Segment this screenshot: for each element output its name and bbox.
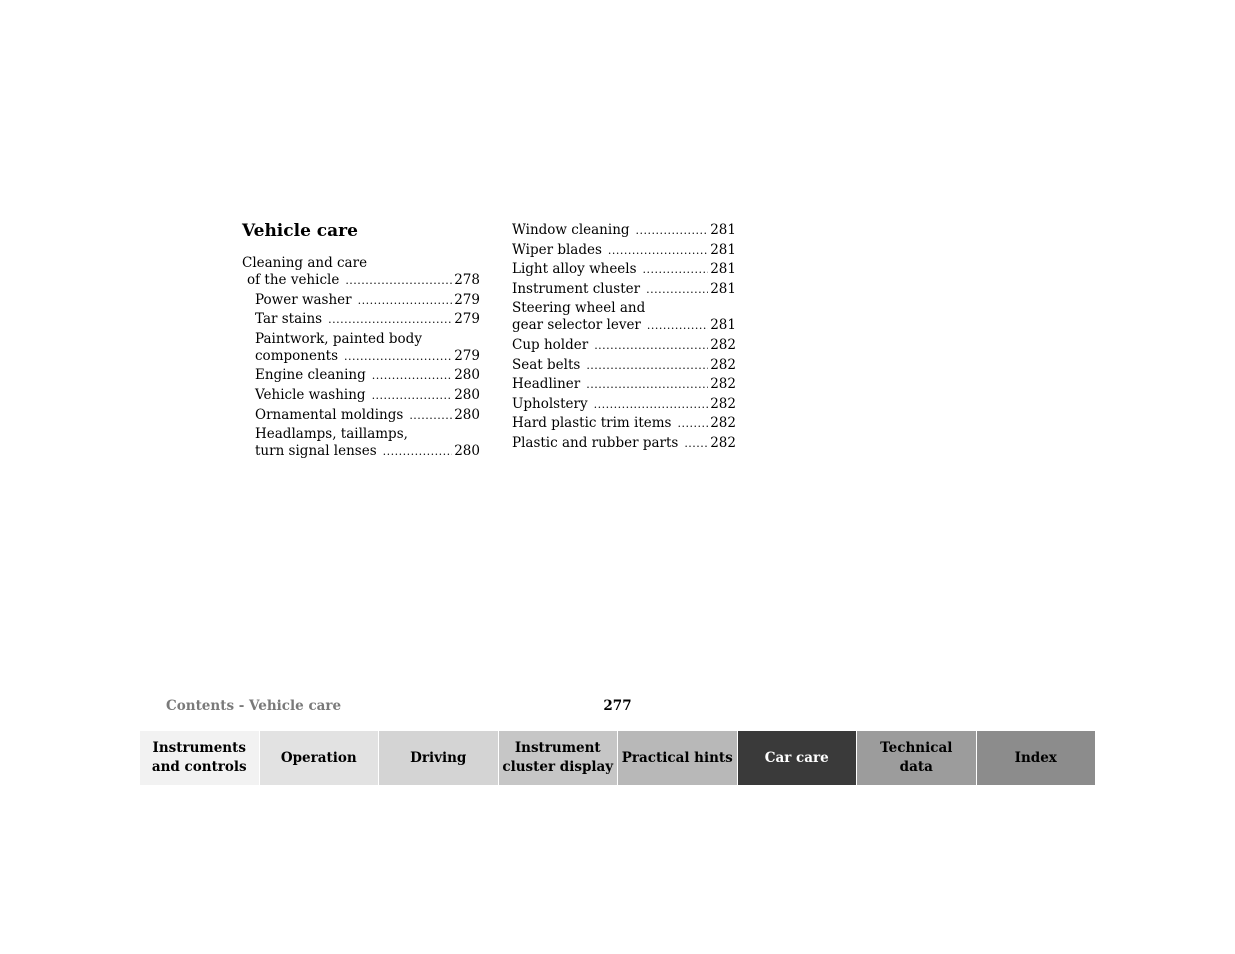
dot-leader xyxy=(608,242,708,259)
toc-entry-window-cleaning[interactable] xyxy=(512,222,736,239)
dot-leader xyxy=(344,348,452,365)
toc-entry-label: Wiper blades xyxy=(512,241,602,258)
toc-entry-plastic-and-rubber-parts[interactable] xyxy=(512,435,736,452)
toc-page-number: 279 xyxy=(454,291,480,308)
toc-right-column xyxy=(512,222,736,455)
footer-section-label: Contents - Vehicle care xyxy=(166,698,342,714)
toc-entry-label: Steering wheel and xyxy=(512,300,646,317)
toc-entry-label: of the vehicle xyxy=(247,272,340,288)
toc-page-number: 282 xyxy=(710,376,736,393)
dot-leader xyxy=(345,272,452,289)
toc-entry-label: Hard plastic trim items xyxy=(512,415,672,432)
toc-page-number: 281 xyxy=(710,241,736,258)
toc-entry-headliner[interactable] xyxy=(512,376,736,393)
page-number: 277 xyxy=(603,698,632,714)
dot-leader xyxy=(372,367,452,384)
toc-page-number: 281 xyxy=(710,317,736,334)
toc-entry-vehicle-washing[interactable] xyxy=(242,387,480,404)
toc-entry-instrument-cluster[interactable] xyxy=(512,281,736,298)
toc-entry-cleaning-and-care-of-the-vehicle[interactable] xyxy=(242,255,480,289)
toc-entry-wiper-blades[interactable] xyxy=(512,242,736,259)
tab-instruments-and-controls[interactable]: Instruments and controls xyxy=(140,731,260,785)
toc-page-number: 282 xyxy=(710,356,736,373)
toc-entry-label: Ornamental moldings xyxy=(255,406,404,423)
dot-leader xyxy=(586,376,708,393)
toc-entry-upholstery[interactable] xyxy=(512,396,736,413)
dot-leader xyxy=(586,357,708,374)
toc-entry-steering-wheel-and-gear-selector-lever[interactable] xyxy=(512,300,736,334)
toc-entry-power-washer[interactable] xyxy=(242,292,480,309)
dot-leader xyxy=(372,387,453,404)
toc-page-number: 279 xyxy=(454,347,480,364)
toc-entry-hard-plastic-trim-items[interactable] xyxy=(512,415,736,432)
toc-entry-label: Window cleaning xyxy=(512,222,630,238)
tab-operation[interactable]: Operation xyxy=(260,731,380,785)
toc-page-number: 278 xyxy=(454,272,480,288)
tab-driving[interactable]: Driving xyxy=(379,731,499,785)
dot-leader xyxy=(409,407,452,424)
toc-entry-headlamps-taillamps-turn-signal-lenses[interactable] xyxy=(242,426,480,460)
toc-entry-label: Power washer xyxy=(255,291,352,308)
page-title: Vehicle care xyxy=(242,221,358,241)
section-tab-bar xyxy=(140,731,1095,785)
toc-left-column xyxy=(242,255,480,463)
toc-entry-label: Paintwork, painted body xyxy=(255,330,422,347)
toc-entry-cup-holder[interactable] xyxy=(512,337,736,354)
toc-entry-label: Headliner xyxy=(512,376,581,393)
dot-leader xyxy=(646,281,708,298)
toc-entry-label: gear selector lever xyxy=(512,317,641,334)
dot-leader xyxy=(328,311,452,328)
toc-page-number: 281 xyxy=(710,222,736,238)
toc-page-number: 282 xyxy=(710,395,736,412)
toc-entry-label: Instrument cluster xyxy=(512,280,641,297)
dot-leader xyxy=(594,337,708,354)
toc-entry-tar-stains[interactable] xyxy=(242,311,480,328)
tab-car-care[interactable]: Car care xyxy=(738,731,858,785)
tab-practical-hints[interactable]: Practical hints xyxy=(618,731,738,785)
toc-page-number: 280 xyxy=(454,406,480,423)
toc-page-number: 282 xyxy=(710,415,736,432)
toc-entry-label: turn signal lenses xyxy=(255,443,377,460)
toc-entry-label: Cleaning and care xyxy=(242,255,368,271)
toc-entry-label: Cup holder xyxy=(512,336,589,353)
toc-page-number: 282 xyxy=(710,434,736,451)
dot-leader xyxy=(383,443,453,460)
dot-leader xyxy=(678,415,709,432)
toc-page-number: 281 xyxy=(710,261,736,278)
dot-leader xyxy=(643,261,709,278)
toc-entry-label: Tar stains xyxy=(255,311,323,328)
tab-instrument-cluster-display[interactable]: Instrument cluster display xyxy=(499,731,619,785)
toc-entry-label: Light alloy wheels xyxy=(512,261,637,278)
dot-leader xyxy=(358,292,453,309)
toc-page-number: 279 xyxy=(454,311,480,328)
dot-leader xyxy=(636,222,709,239)
dot-leader xyxy=(684,435,708,452)
tab-index[interactable]: Index xyxy=(977,731,1096,785)
toc-page-number: 280 xyxy=(454,443,480,460)
toc-page-number: 280 xyxy=(454,367,480,384)
toc-entry-light-alloy-wheels[interactable] xyxy=(512,261,736,278)
toc-entry-label: Upholstery xyxy=(512,395,588,412)
toc-entry-label: Plastic and rubber parts xyxy=(512,434,679,451)
toc-entry-label: Seat belts xyxy=(512,356,581,373)
toc-entry-engine-cleaning[interactable] xyxy=(242,367,480,384)
dot-leader xyxy=(594,396,709,413)
tab-technical-data[interactable]: Technical data xyxy=(857,731,977,785)
toc-page-number: 281 xyxy=(710,280,736,297)
toc-entry-label: Vehicle washing xyxy=(255,386,366,403)
toc-page-number: 282 xyxy=(710,336,736,353)
toc-entry-ornamental-moldings[interactable] xyxy=(242,407,480,424)
dot-leader xyxy=(647,317,708,334)
toc-entry-seat-belts[interactable] xyxy=(512,357,736,374)
toc-entry-paintwork-painted-body-components[interactable] xyxy=(242,331,480,365)
toc-page-number: 280 xyxy=(454,386,480,403)
toc-entry-label: Engine cleaning xyxy=(255,367,366,384)
toc-entry-label: Headlamps, taillamps, xyxy=(255,426,408,443)
toc-entry-label: components xyxy=(255,347,338,364)
